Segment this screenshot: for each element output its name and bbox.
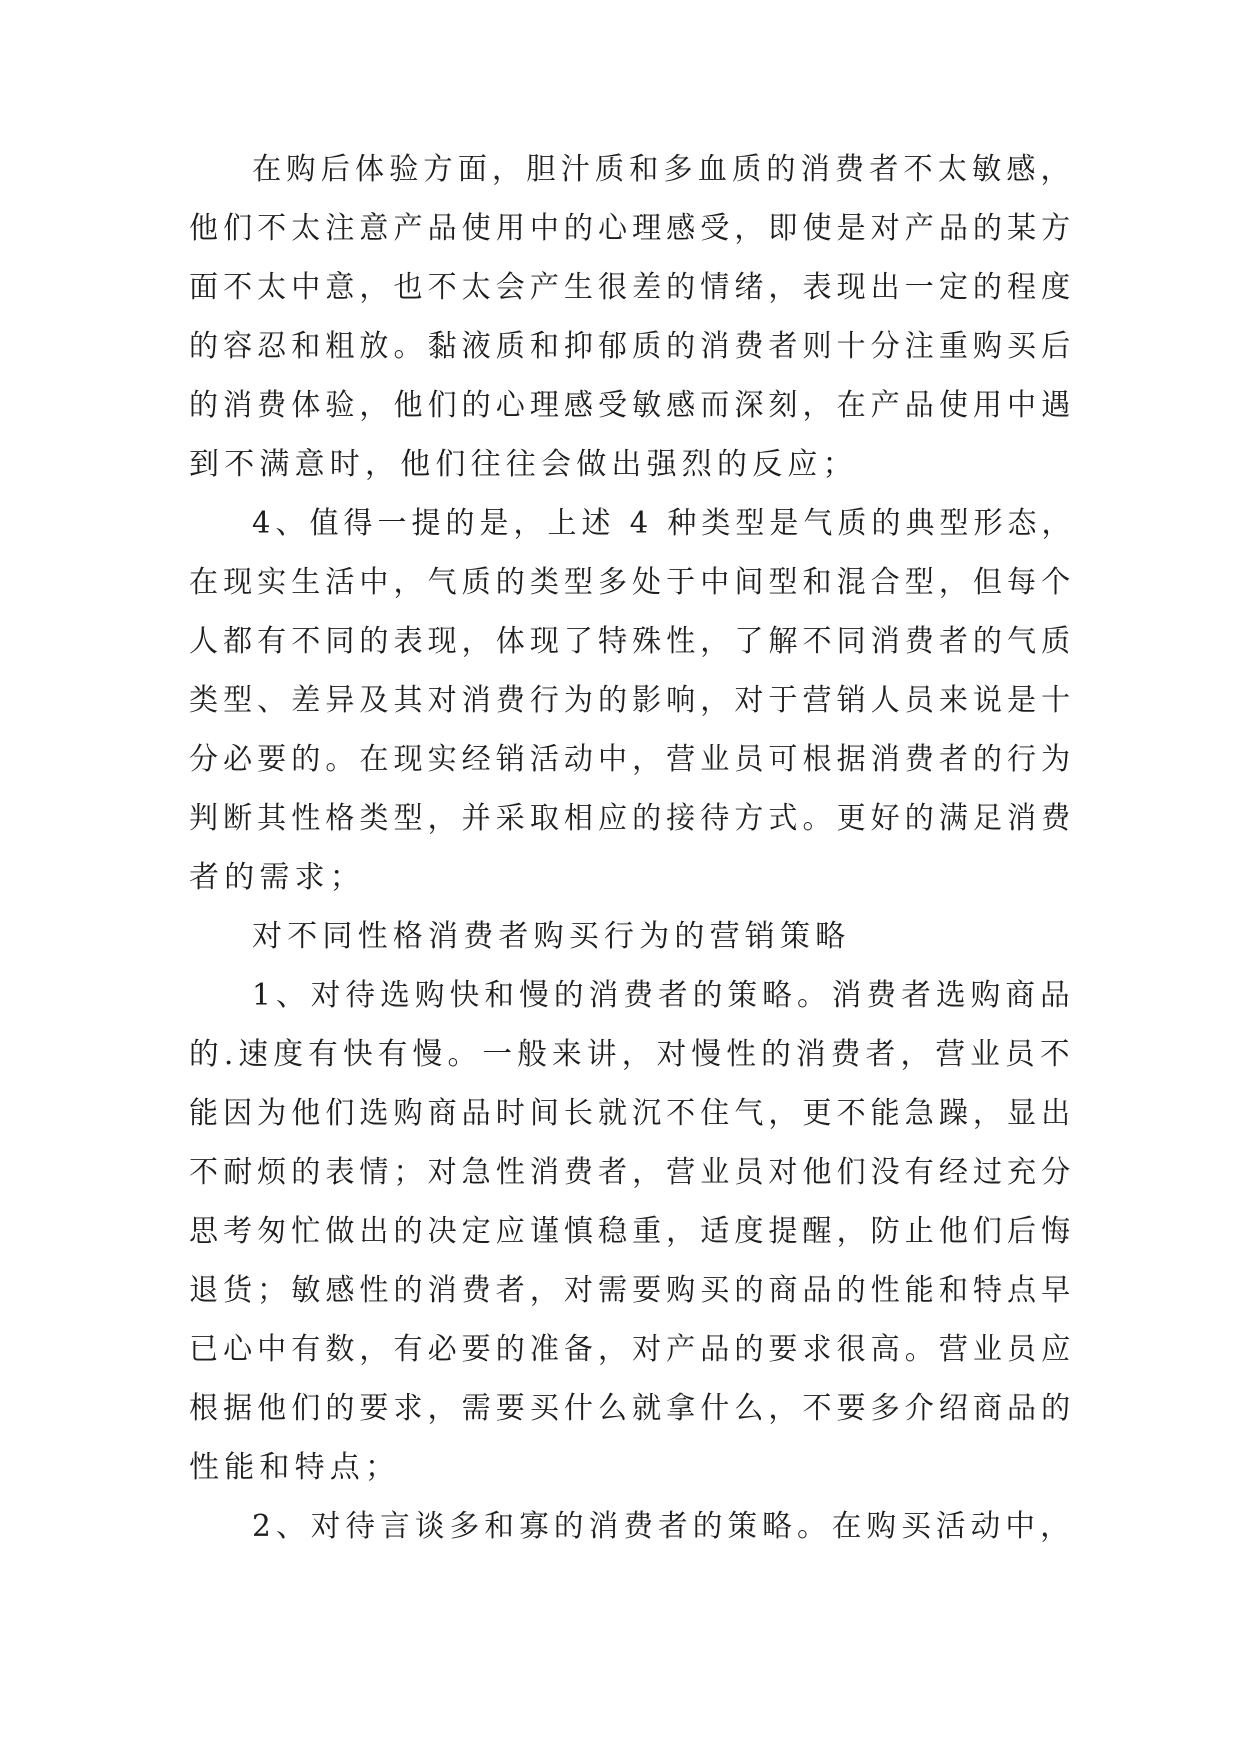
text-line: 他们不太注意产品使用中的心理感受，即使是对产品的某方 (189, 211, 1076, 246)
text-line: 在现实生活中，气质的类型多处于中间型和混合型，但每个 (189, 565, 1076, 600)
text-line: 思考匆忙做出的决定应谨慎稳重，适度提醒，防止他们后悔 (189, 1214, 1076, 1249)
text-line: 分必要的。在现实经销活动中，营业员可根据消费者的行为 (189, 742, 1076, 777)
text-line: 者的需求； (189, 860, 365, 895)
text-line: 判断其性格类型，并采取相应的接待方式。更好的满足消费 (189, 801, 1076, 836)
text-line: 人都有不同的表现，体现了特殊性，了解不同消费者的气质 (189, 624, 1076, 659)
text-line: 性能和特点； (189, 1450, 401, 1485)
text-line: 到不满意时，他们往往会做出强烈的反应； (189, 447, 858, 482)
text-line: 退货；敏感性的消费者，对需要购买的商品的性能和特点早 (189, 1273, 1076, 1308)
text-line: 能因为他们选购商品时间长就沉不住气，更不能急躁，显出 (189, 1096, 1076, 1131)
text-line: 在购后体验方面，胆汁质和多血质的消费者不太敏感， (252, 152, 1075, 187)
text-line: 4、值得一提的是，上述 4 种类型是气质的典型形态， (252, 506, 1076, 541)
text-line: 类型、差异及其对消费行为的影响，对于营销人员来说是十 (189, 683, 1076, 718)
text-line: 根据他们的要求，需要买什么就拿什么，不要多介绍商品的 (189, 1391, 1076, 1426)
text-line: 已心中有数，有必要的准备，对产品的要求很高。营业员应 (189, 1332, 1076, 1367)
text-line: 的.速度有快有慢。一般来讲，对慢性的消费者，营业员不 (189, 1037, 1075, 1072)
text-line: 1、对待选购快和慢的消费者的策略。消费者选购商品 (252, 978, 1075, 1013)
text-line: 面不太中意，也不太会产生很差的情绪，表现出一定的程度 (189, 270, 1076, 305)
text-line: 的容忍和粗放。黏液质和抑郁质的消费者则十分注重购买后 (189, 329, 1076, 364)
section-heading: 对不同性格消费者购买行为的营销策略 (252, 919, 851, 954)
text-line: 2、对待言谈多和寡的消费者的策略。在购买活动中， (252, 1509, 1075, 1544)
text-line: 的消费体验，他们的心理感受敏感而深刻，在产品使用中遇 (189, 388, 1076, 423)
text-line: 不耐烦的表情；对急性消费者，营业员对他们没有经过充分 (189, 1155, 1076, 1190)
